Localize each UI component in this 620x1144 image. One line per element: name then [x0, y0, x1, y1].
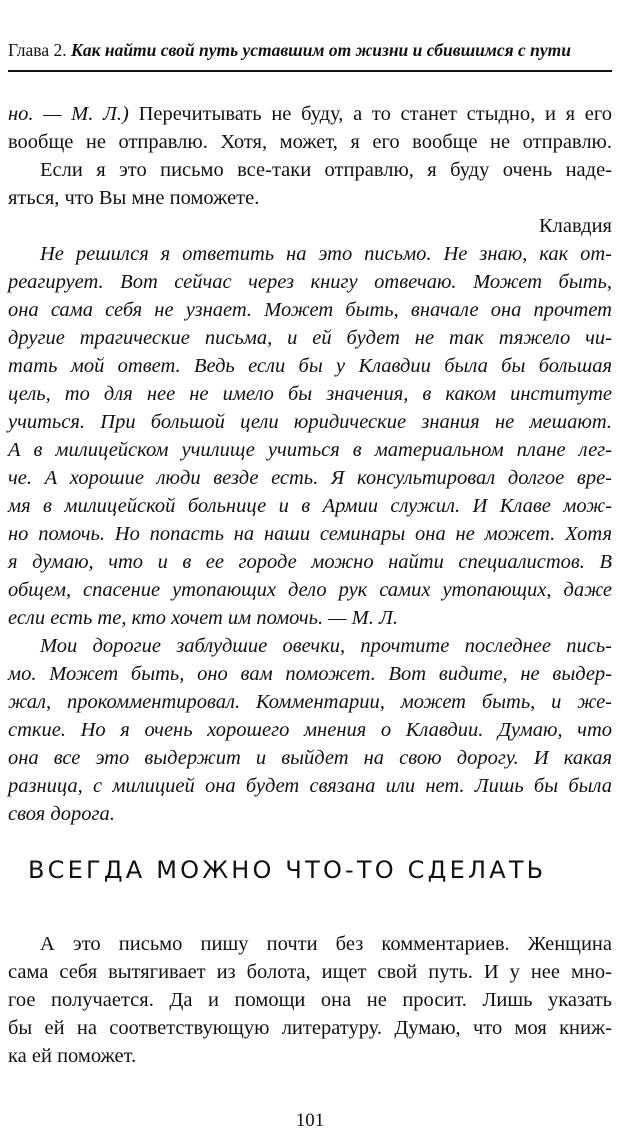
- text-line: мо. Может быть, оно вам поможет. Вот видите, не выдер-: [8, 663, 612, 685]
- text-line: общем, спасение утопающих дело рук самих утопающих, даже: [8, 579, 612, 601]
- text-line: если есть те, кто хочет им помочь. — М. Л.: [8, 607, 398, 629]
- text-line: Мои дорогие заблудшие овечки, прочтите последнее пись-: [40, 635, 612, 657]
- text-line: жал, прокомментировал. Комментарии, может быть, и же-: [8, 691, 612, 713]
- text-line: но помочь. Но попасть на наши семинары она не может. Хотя: [8, 523, 612, 545]
- running-head: [8, 38, 612, 72]
- text-line: [8, 100, 612, 128]
- text-line: другие трагические письма, и ей будет не так тяжело чи-: [8, 327, 612, 349]
- text-line: тать мой ответ. Ведь если бы у Клавдии была бы большая: [8, 355, 612, 377]
- section-title: ВСЕГДА МОЖНО ЧТО-ТО СДЕЛАТЬ: [28, 856, 547, 884]
- text-line: ка ей поможет.: [8, 1045, 137, 1067]
- text-line: своя дорога.: [8, 803, 115, 825]
- text-line: А это письмо пишу почти без комментариев. Женщина: [40, 933, 612, 955]
- text-line: вообще не отправлю. Хотя, может, я его вообще не отправлю.: [8, 131, 612, 153]
- text-line: учиться. При большой цели юридические знания не мешают.: [8, 411, 612, 433]
- page-number: 101: [295, 1110, 325, 1131]
- text-line: она все это выдержит и выйдет на свою дорогу. И какая: [8, 747, 612, 769]
- text-line: мя в милицейской больнице и в Армии служил. И Клаве мож-: [8, 495, 612, 517]
- text-line: Не решился я ответить на это письмо. Не знаю, как от-: [40, 243, 612, 265]
- text-line: А в милицейском училище учиться в материальном плане лег-: [8, 439, 612, 461]
- text-line: реагирует. Вот сейчас через книгу отвечаю. Может быть,: [8, 271, 612, 293]
- text-line: сткие. Но я очень хорошего мнения о Клавдии. Думаю, что: [8, 719, 612, 741]
- text-line-italic-part: но. — М. Л.): [8, 103, 129, 125]
- text-line: яться, что Вы мне поможете.: [8, 187, 260, 209]
- text-line: гое получается. Да и помощи она не просит. Лишь указать: [8, 989, 612, 1011]
- text-line: я думаю, что и в ее городе можно найти специалистов. В: [8, 551, 612, 573]
- text-line: разница, с милицией она будет связана или нет. Лишь бы была: [8, 775, 612, 797]
- running-head-title: Как найти свой путь уставшим от жизни и сбившимся с пути: [70, 40, 572, 60]
- text-line: че. А хорошие люди везде есть. Я консультировал долгое вре-: [8, 467, 612, 489]
- running-head-chapter: Глава 2.: [8, 40, 67, 60]
- letter-signature: Клавдия: [538, 215, 612, 237]
- text-line: бы ей на соответствующую литературу. Думаю, что моя книж-: [8, 1017, 612, 1039]
- text-line: Если я это письмо все-таки отправлю, я буду очень наде-: [40, 159, 612, 181]
- text-line: цель, то для нее не имело бы значения, в каком институте: [8, 383, 612, 405]
- text-line: сама себя вытягивает из болота, ищет свой путь. И у нее мно-: [8, 961, 612, 983]
- text-line: она сама себя не узнает. Может быть, вначале она прочтет: [8, 299, 612, 321]
- text-line-roman-part: Перечитывать не буду, а то станет стыдно, и я его: [128, 103, 612, 125]
